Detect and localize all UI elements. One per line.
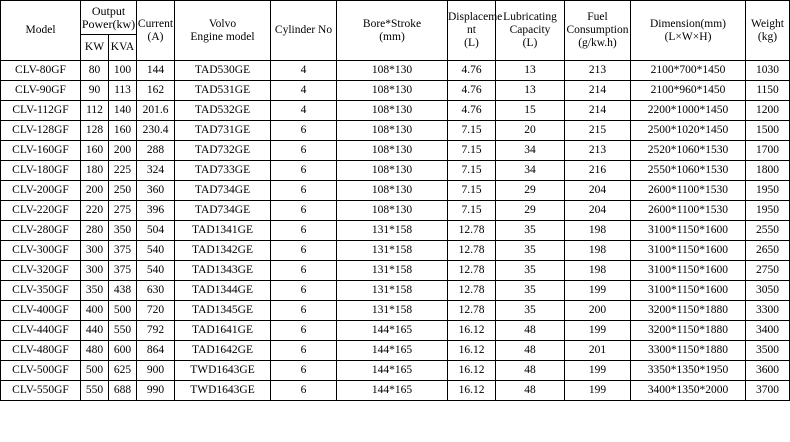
cell-bore-stroke: 144*165 <box>337 381 448 401</box>
cell-displacement: 7.15 <box>448 201 496 221</box>
cell-lubricating: 35 <box>496 241 565 261</box>
cell-current: 864 <box>137 341 175 361</box>
table-row <box>1 181 790 201</box>
cell-bore-stroke: 108*130 <box>337 141 448 161</box>
table-row <box>1 201 790 221</box>
cell-weight: 2650 <box>746 241 790 261</box>
cell-kw: 480 <box>81 341 109 361</box>
cell-dimension: 3100*1150*1600 <box>631 281 746 301</box>
header-disp-line1: Displaceme <box>448 11 503 23</box>
cell-bore-stroke: 131*158 <box>337 221 448 241</box>
cell-cylinder: 4 <box>271 61 337 81</box>
cell-fuel: 199 <box>565 381 631 401</box>
cell-cylinder: 4 <box>271 101 337 121</box>
cell-model: CLV-220GF <box>1 201 81 221</box>
cell-fuel: 199 <box>565 321 631 341</box>
cell-kw: 500 <box>81 361 109 381</box>
cell-kw: 280 <box>81 221 109 241</box>
cell-bore-stroke: 131*158 <box>337 261 448 281</box>
cell-bore-stroke: 108*130 <box>337 161 448 181</box>
table-row <box>1 221 790 241</box>
cell-cylinder: 6 <box>271 201 337 221</box>
cell-dimension: 2100*700*1450 <box>631 61 746 81</box>
header-engine-label: Engine model <box>190 30 255 43</box>
cell-model: CLV-112GF <box>1 101 81 121</box>
table-row <box>1 101 790 121</box>
cell-current: 900 <box>137 361 175 381</box>
table-row <box>1 141 790 161</box>
cell-model: CLV-200GF <box>1 181 81 201</box>
cell-weight: 3600 <box>746 361 790 381</box>
header-bore-label: Bore*Stroke <box>362 17 422 30</box>
cell-cylinder: 6 <box>271 381 337 401</box>
header-lub-line2: Capacity <box>509 24 551 36</box>
cell-model: CLV-300GF <box>1 241 81 261</box>
cell-dimension: 3350*1350*1950 <box>631 361 746 381</box>
cell-bore-stroke: 108*130 <box>337 121 448 141</box>
cell-model: CLV-90GF <box>1 81 81 101</box>
cell-weight: 1700 <box>746 141 790 161</box>
header-displacement <box>448 1 503 61</box>
cell-current: 162 <box>137 81 175 101</box>
cell-current: 144 <box>137 61 175 81</box>
cell-cylinder: 6 <box>271 261 337 281</box>
cell-weight: 2750 <box>746 261 790 281</box>
cell-cylinder: 6 <box>271 181 337 201</box>
header-engine-model <box>175 1 271 61</box>
cell-engine-model: TAD1642GE <box>175 341 271 361</box>
table-row <box>1 341 790 361</box>
cell-lubricating: 48 <box>496 381 565 401</box>
cell-kw: 180 <box>81 161 109 181</box>
cell-kva: 375 <box>109 241 137 261</box>
header-dim-unit: (L×W×H) <box>664 30 712 43</box>
table-row <box>1 161 790 181</box>
cell-kw: 550 <box>81 381 109 401</box>
table-row <box>1 361 790 381</box>
table-row <box>1 261 790 281</box>
cell-fuel: 201 <box>565 341 631 361</box>
cell-displacement: 4.76 <box>448 101 496 121</box>
cell-kw: 112 <box>81 101 109 121</box>
cell-dimension: 3200*1150*1880 <box>631 301 746 321</box>
cell-cylinder: 6 <box>271 141 337 161</box>
table-row <box>1 321 790 341</box>
cell-bore-stroke: 108*130 <box>337 201 448 221</box>
cell-displacement: 16.12 <box>448 361 496 381</box>
cell-kva: 140 <box>109 101 137 121</box>
cell-displacement: 12.78 <box>448 301 496 321</box>
table-row <box>1 281 790 301</box>
cell-bore-stroke: 144*165 <box>337 341 448 361</box>
header-current-unit: (A) <box>147 30 164 43</box>
cell-bore-stroke: 131*158 <box>337 241 448 261</box>
cell-engine-model: TWD1643GE <box>175 361 271 381</box>
header-bore-unit: (mm) <box>379 30 405 43</box>
header-kva: KVA <box>109 35 137 61</box>
cell-model: CLV-350GF <box>1 281 81 301</box>
cell-fuel: 213 <box>565 141 631 161</box>
cell-dimension: 2500*1020*1450 <box>631 121 746 141</box>
cell-dimension: 2200*1000*1450 <box>631 101 746 121</box>
cell-dimension: 3300*1150*1880 <box>631 341 746 361</box>
cell-lubricating: 13 <box>496 81 565 101</box>
cell-displacement: 4.76 <box>448 81 496 101</box>
cell-lubricating: 48 <box>496 321 565 341</box>
header-cylinder: Cylinder No <box>271 1 337 61</box>
cell-kw: 440 <box>81 321 109 341</box>
cell-engine-model: TAD1341GE <box>175 221 271 241</box>
table-header <box>1 1 790 61</box>
table-row <box>1 381 790 401</box>
header-fuel-line1: Fuel <box>587 11 608 23</box>
header-dimension <box>631 1 746 61</box>
cell-weight: 3050 <box>746 281 790 301</box>
cell-fuel: 199 <box>565 281 631 301</box>
cell-dimension: 3200*1150*1880 <box>631 321 746 341</box>
cell-bore-stroke: 131*158 <box>337 301 448 321</box>
cell-model: CLV-500GF <box>1 361 81 381</box>
cell-lubricating: 34 <box>496 161 565 181</box>
cell-fuel: 199 <box>565 361 631 381</box>
header-lub-line1: Lubricating <box>503 11 557 23</box>
cell-kva: 113 <box>109 81 137 101</box>
cell-dimension: 2600*1100*1530 <box>631 181 746 201</box>
table-row <box>1 81 790 101</box>
cell-weight: 1150 <box>746 81 790 101</box>
cell-kva: 625 <box>109 361 137 381</box>
cell-engine-model: TAD733GE <box>175 161 271 181</box>
table-row <box>1 301 790 321</box>
table-row <box>1 121 790 141</box>
cell-engine-model: TAD1344GE <box>175 281 271 301</box>
cell-dimension: 2520*1060*1530 <box>631 141 746 161</box>
cell-current: 540 <box>137 241 175 261</box>
cell-model: CLV-128GF <box>1 121 81 141</box>
cell-displacement: 12.78 <box>448 241 496 261</box>
cell-fuel: 204 <box>565 201 631 221</box>
cell-model: CLV-80GF <box>1 61 81 81</box>
cell-cylinder: 6 <box>271 161 337 181</box>
cell-kw: 128 <box>81 121 109 141</box>
cell-current: 230.4 <box>137 121 175 141</box>
cell-cylinder: 6 <box>271 321 337 341</box>
cell-model: CLV-280GF <box>1 221 81 241</box>
cell-displacement: 16.12 <box>448 341 496 361</box>
cell-model: CLV-160GF <box>1 141 81 161</box>
header-model: Model <box>1 1 81 61</box>
cell-cylinder: 6 <box>271 241 337 261</box>
cell-displacement: 7.15 <box>448 181 496 201</box>
cell-current: 288 <box>137 141 175 161</box>
cell-fuel: 214 <box>565 81 631 101</box>
cell-cylinder: 6 <box>271 301 337 321</box>
cell-bore-stroke: 144*165 <box>337 361 448 381</box>
cell-cylinder: 6 <box>271 121 337 141</box>
cell-current: 324 <box>137 161 175 181</box>
cell-cylinder: 6 <box>271 341 337 361</box>
cell-kva: 100 <box>109 61 137 81</box>
header-engine-brand: Volvo <box>208 17 237 30</box>
cell-lubricating: 15 <box>496 101 565 121</box>
cell-current: 504 <box>137 221 175 241</box>
cell-dimension: 2550*1060*1530 <box>631 161 746 181</box>
cell-engine-model: TAD1345GE <box>175 301 271 321</box>
cell-lubricating: 35 <box>496 301 565 321</box>
cell-displacement: 7.15 <box>448 141 496 161</box>
cell-kw: 300 <box>81 241 109 261</box>
cell-fuel: 198 <box>565 241 631 261</box>
cell-weight: 1950 <box>746 201 790 221</box>
cell-weight: 1800 <box>746 161 790 181</box>
cell-bore-stroke: 108*130 <box>337 181 448 201</box>
cell-kw: 350 <box>81 281 109 301</box>
cell-kw: 80 <box>81 61 109 81</box>
cell-dimension: 2600*1100*1530 <box>631 201 746 221</box>
header-current <box>137 1 175 61</box>
header-fuel <box>565 1 631 61</box>
cell-engine-model: TAD530GE <box>175 61 271 81</box>
header-lubricating <box>496 1 565 61</box>
cell-model: CLV-320GF <box>1 261 81 281</box>
cell-model: CLV-550GF <box>1 381 81 401</box>
cell-displacement: 16.12 <box>448 381 496 401</box>
cell-engine-model: TAD531GE <box>175 81 271 101</box>
cell-model: CLV-400GF <box>1 301 81 321</box>
cell-kva: 160 <box>109 121 137 141</box>
cell-lubricating: 35 <box>496 261 565 281</box>
cell-bore-stroke: 131*158 <box>337 281 448 301</box>
cell-fuel: 204 <box>565 181 631 201</box>
header-lub-unit: (L) <box>522 37 538 49</box>
cell-current: 792 <box>137 321 175 341</box>
cell-dimension: 3100*1150*1600 <box>631 221 746 241</box>
cell-kva: 250 <box>109 181 137 201</box>
cell-dimension: 3100*1150*1600 <box>631 241 746 261</box>
cell-displacement: 7.15 <box>448 121 496 141</box>
table-body <box>1 61 790 401</box>
cell-dimension: 3100*1150*1600 <box>631 261 746 281</box>
cell-weight: 3700 <box>746 381 790 401</box>
header-disp-unit: (L) <box>464 37 479 49</box>
cell-lubricating: 34 <box>496 141 565 161</box>
cell-displacement: 7.15 <box>448 161 496 181</box>
cell-lubricating: 13 <box>496 61 565 81</box>
cell-cylinder: 4 <box>271 81 337 101</box>
cell-kva: 600 <box>109 341 137 361</box>
cell-kw: 300 <box>81 261 109 281</box>
cell-displacement: 12.78 <box>448 221 496 241</box>
cell-weight: 3500 <box>746 341 790 361</box>
cell-kw: 400 <box>81 301 109 321</box>
cell-engine-model: TAD731GE <box>175 121 271 141</box>
cell-current: 630 <box>137 281 175 301</box>
cell-kw: 220 <box>81 201 109 221</box>
cell-current: 990 <box>137 381 175 401</box>
cell-lubricating: 35 <box>496 281 565 301</box>
cell-engine-model: TAD1342GE <box>175 241 271 261</box>
cell-kw: 200 <box>81 181 109 201</box>
cell-fuel: 200 <box>565 301 631 321</box>
cell-kw: 90 <box>81 81 109 101</box>
cell-lubricating: 29 <box>496 181 565 201</box>
cell-lubricating: 35 <box>496 221 565 241</box>
header-current-label: Current <box>137 17 174 30</box>
cell-fuel: 214 <box>565 101 631 121</box>
cell-engine-model: TAD734GE <box>175 201 271 221</box>
header-fuel-line2: Consumption <box>566 24 629 36</box>
cell-bore-stroke: 108*130 <box>337 101 448 121</box>
cell-lubricating: 48 <box>496 361 565 381</box>
cell-fuel: 216 <box>565 161 631 181</box>
cell-engine-model: TAD1343GE <box>175 261 271 281</box>
header-disp-line2: nt <box>467 24 476 36</box>
header-weight <box>746 1 790 61</box>
cell-cylinder: 6 <box>271 221 337 241</box>
table-row <box>1 241 790 261</box>
cell-engine-model: TAD734GE <box>175 181 271 201</box>
cell-bore-stroke: 108*130 <box>337 81 448 101</box>
cell-weight: 1500 <box>746 121 790 141</box>
cell-kva: 688 <box>109 381 137 401</box>
cell-fuel: 215 <box>565 121 631 141</box>
cell-engine-model: TWD1643GE <box>175 381 271 401</box>
cell-cylinder: 6 <box>271 361 337 381</box>
cell-engine-model: TAD532GE <box>175 101 271 121</box>
cell-fuel: 198 <box>565 221 631 241</box>
cell-fuel: 213 <box>565 61 631 81</box>
cell-current: 360 <box>137 181 175 201</box>
cell-bore-stroke: 108*130 <box>337 61 448 81</box>
cell-lubricating: 48 <box>496 341 565 361</box>
cell-weight: 1030 <box>746 61 790 81</box>
cell-lubricating: 29 <box>496 201 565 221</box>
cell-lubricating: 20 <box>496 121 565 141</box>
cell-weight: 2550 <box>746 221 790 241</box>
cell-engine-model: TAD732GE <box>175 141 271 161</box>
cell-displacement: 4.76 <box>448 61 496 81</box>
cell-model: CLV-480GF <box>1 341 81 361</box>
header-fuel-unit: (g/kw.h) <box>578 37 617 49</box>
cell-kw: 160 <box>81 141 109 161</box>
cell-weight: 1950 <box>746 181 790 201</box>
cell-bore-stroke: 144*165 <box>337 321 448 341</box>
cell-current: 540 <box>137 261 175 281</box>
cell-engine-model: TAD1641GE <box>175 321 271 341</box>
cell-current: 720 <box>137 301 175 321</box>
cell-displacement: 16.12 <box>448 321 496 341</box>
cell-weight: 3400 <box>746 321 790 341</box>
cell-kva: 350 <box>109 221 137 241</box>
cell-displacement: 12.78 <box>448 261 496 281</box>
cell-model: CLV-180GF <box>1 161 81 181</box>
cell-dimension: 2100*960*1450 <box>631 81 746 101</box>
cell-kva: 438 <box>109 281 137 301</box>
cell-kva: 225 <box>109 161 137 181</box>
cell-weight: 3300 <box>746 301 790 321</box>
header-dim-label: Dimension(mm) <box>649 17 727 30</box>
cell-weight: 1200 <box>746 101 790 121</box>
cell-dimension: 3400*1350*2000 <box>631 381 746 401</box>
header-bore-stroke <box>337 1 448 61</box>
cell-kva: 375 <box>109 261 137 281</box>
cell-kva: 275 <box>109 201 137 221</box>
cell-model: CLV-440GF <box>1 321 81 341</box>
cell-fuel: 198 <box>565 261 631 281</box>
header-weight-unit: (kg) <box>757 30 778 43</box>
cell-kva: 500 <box>109 301 137 321</box>
cell-kva: 550 <box>109 321 137 341</box>
header-weight-label: Weight <box>751 17 784 30</box>
table-row <box>1 61 790 81</box>
cell-cylinder: 6 <box>271 281 337 301</box>
cell-kva: 200 <box>109 141 137 161</box>
header-kw: KW <box>81 35 109 61</box>
cell-displacement: 12.78 <box>448 281 496 301</box>
header-output-power: Output Power(kw) <box>81 1 137 35</box>
cell-current: 201.6 <box>137 101 175 121</box>
cell-current: 396 <box>137 201 175 221</box>
